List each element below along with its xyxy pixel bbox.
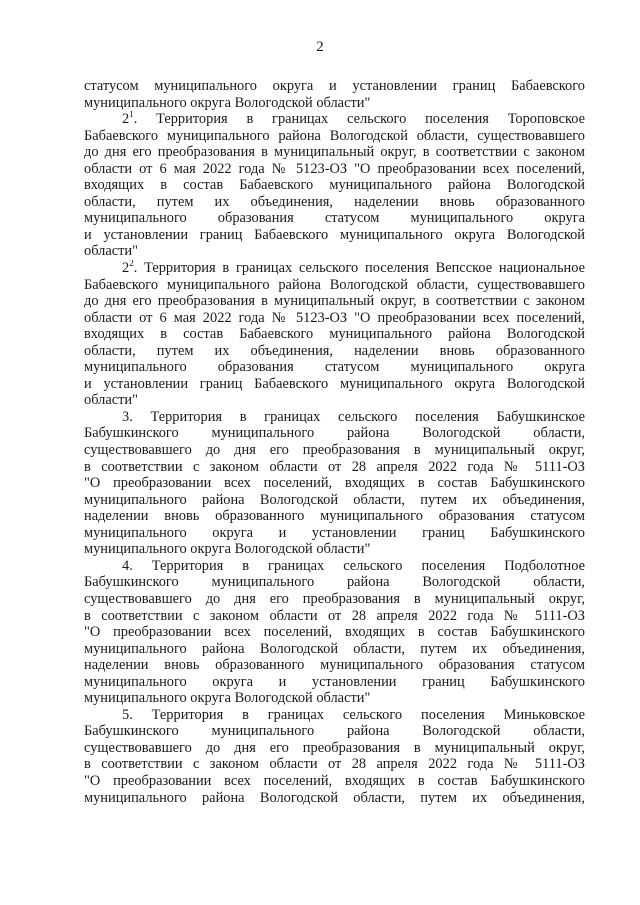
paragraph-first-line (84, 260, 585, 277)
paragraph-p2-2 (84, 260, 585, 409)
text-line: "О преобразовании всех поселений, входящих в состав Бабушкинского (84, 475, 585, 492)
text-line: муниципального округа и установлении границ Бабушкинского (84, 524, 585, 541)
text-line: муниципального района Вологодской области, путем их объединения, (84, 491, 585, 508)
paragraph-number-superscript: 2 (129, 260, 134, 269)
text-line: Бабушкинского муниципального района Вологодской области, (84, 425, 585, 442)
text-line: области, путем их объединения, наделении вновь образованного (84, 342, 585, 359)
scan-footer-mark (605, 891, 626, 899)
text-line: муниципального округа Вологодской области" (84, 541, 371, 558)
text-line: муниципального образования статусом муниципального округа (84, 359, 585, 376)
paragraph-number: 2 (122, 111, 130, 128)
paragraph-first-line (84, 111, 585, 128)
text-line: существовавшего до дня его преобразования в муниципальный округ, (84, 442, 585, 459)
text-line: Бабушкинского муниципального района Вологодской области, (84, 574, 585, 591)
text-line: статусом муниципального округа и установлении границ Бабаевского (84, 78, 585, 94)
text-line: Бабаевского муниципального района Вологодской области, существовавшего (84, 127, 585, 144)
text-line: "О преобразовании всех поселений, входящих в состав Бабушкинского (84, 624, 585, 641)
text-line: области" (84, 392, 138, 409)
text-line: существовавшего до дня его преобразования в муниципальный округ, (84, 590, 585, 607)
text-line: области, путем их объединения, наделении вновь образованного (84, 193, 585, 210)
text-line: области от 6 мая 2022 года № 5123-ОЗ "О преобразовании всех поселений, (84, 309, 585, 326)
text-line: до дня его преобразования в муниципальный округ, в соответствии с законом (84, 293, 585, 310)
paragraph-p3 (84, 409, 585, 558)
text-line: наделении вновь образованного муниципального образования статусом (84, 657, 585, 674)
page-number: 2 (316, 39, 324, 55)
text-line: муниципального округа и установлении границ Бабушкинского (84, 673, 585, 690)
text-line: "О преобразовании всех поселений, входящих в состав Бабушкинского (84, 772, 585, 789)
text-line: Бабаевского муниципального района Вологодской области, существовавшего (84, 276, 585, 293)
text-line: до дня его преобразования в муниципальный округ, в соответствии с законом (84, 144, 585, 161)
paragraph-p4 (84, 558, 585, 707)
paragraph-first-line-text: . Территория в границах сельского поселения Вепсское национальное (133, 260, 585, 277)
paragraph-first-line: 5. Территория в границах сельского поселения Миньковское (122, 706, 585, 723)
text-line: муниципального образования статусом муниципального округа (84, 210, 585, 227)
text-line: муниципального округа Вологодской области" (84, 94, 371, 111)
text-line: в соответствии с законом области от 28 апреля 2022 года № 5111-ОЗ (84, 756, 585, 773)
text-line: области от 6 мая 2022 года № 5123-ОЗ "О преобразовании всех поселений, (84, 160, 585, 177)
text-line: наделении вновь образованного муниципального образования статусом (84, 508, 585, 525)
paragraph-number: 2 (122, 260, 130, 277)
text-line: муниципального округа Вологодской области" (84, 690, 371, 707)
text-line: и установлении границ Бабаевского муниципального округа Вологодской (84, 226, 585, 243)
text-line: области" (84, 243, 138, 260)
paragraph-p2-1 (84, 111, 585, 260)
text-line: муниципального района Вологодской области, путем их объединения, (84, 789, 585, 806)
text-line: существовавшего до дня его преобразования в муниципальный округ, (84, 739, 585, 756)
text-line: в соответствии с законом области от 28 апреля 2022 года № 5111-ОЗ (84, 458, 585, 475)
document-body (84, 78, 585, 806)
text-line: входящих в состав Бабаевского муниципального района Вологодской (84, 326, 585, 343)
text-line: Бабушкинского муниципального района Вологодской области, (84, 723, 585, 740)
paragraph-p1-cont (84, 78, 585, 111)
paragraph-number-superscript: 1 (129, 111, 134, 120)
paragraph-first-line-text: . Территория в границах сельского поселения Тороповское (133, 111, 585, 128)
paragraph-p5 (84, 707, 585, 806)
paragraph-first-line: 3. Территория в границах сельского поселения Бабушкинское (122, 408, 585, 425)
text-line: в соответствии с законом области от 28 апреля 2022 года № 5111-ОЗ (84, 607, 585, 624)
text-line: входящих в состав Бабаевского муниципального района Вологодской (84, 177, 585, 194)
text-line: муниципального района Вологодской области, путем их объединения, (84, 640, 585, 657)
paragraph-first-line: 4. Территория в границах сельского поселения Подболотное (122, 557, 585, 574)
text-line: и установлении границ Бабаевского муниципального округа Вологодской (84, 375, 585, 392)
